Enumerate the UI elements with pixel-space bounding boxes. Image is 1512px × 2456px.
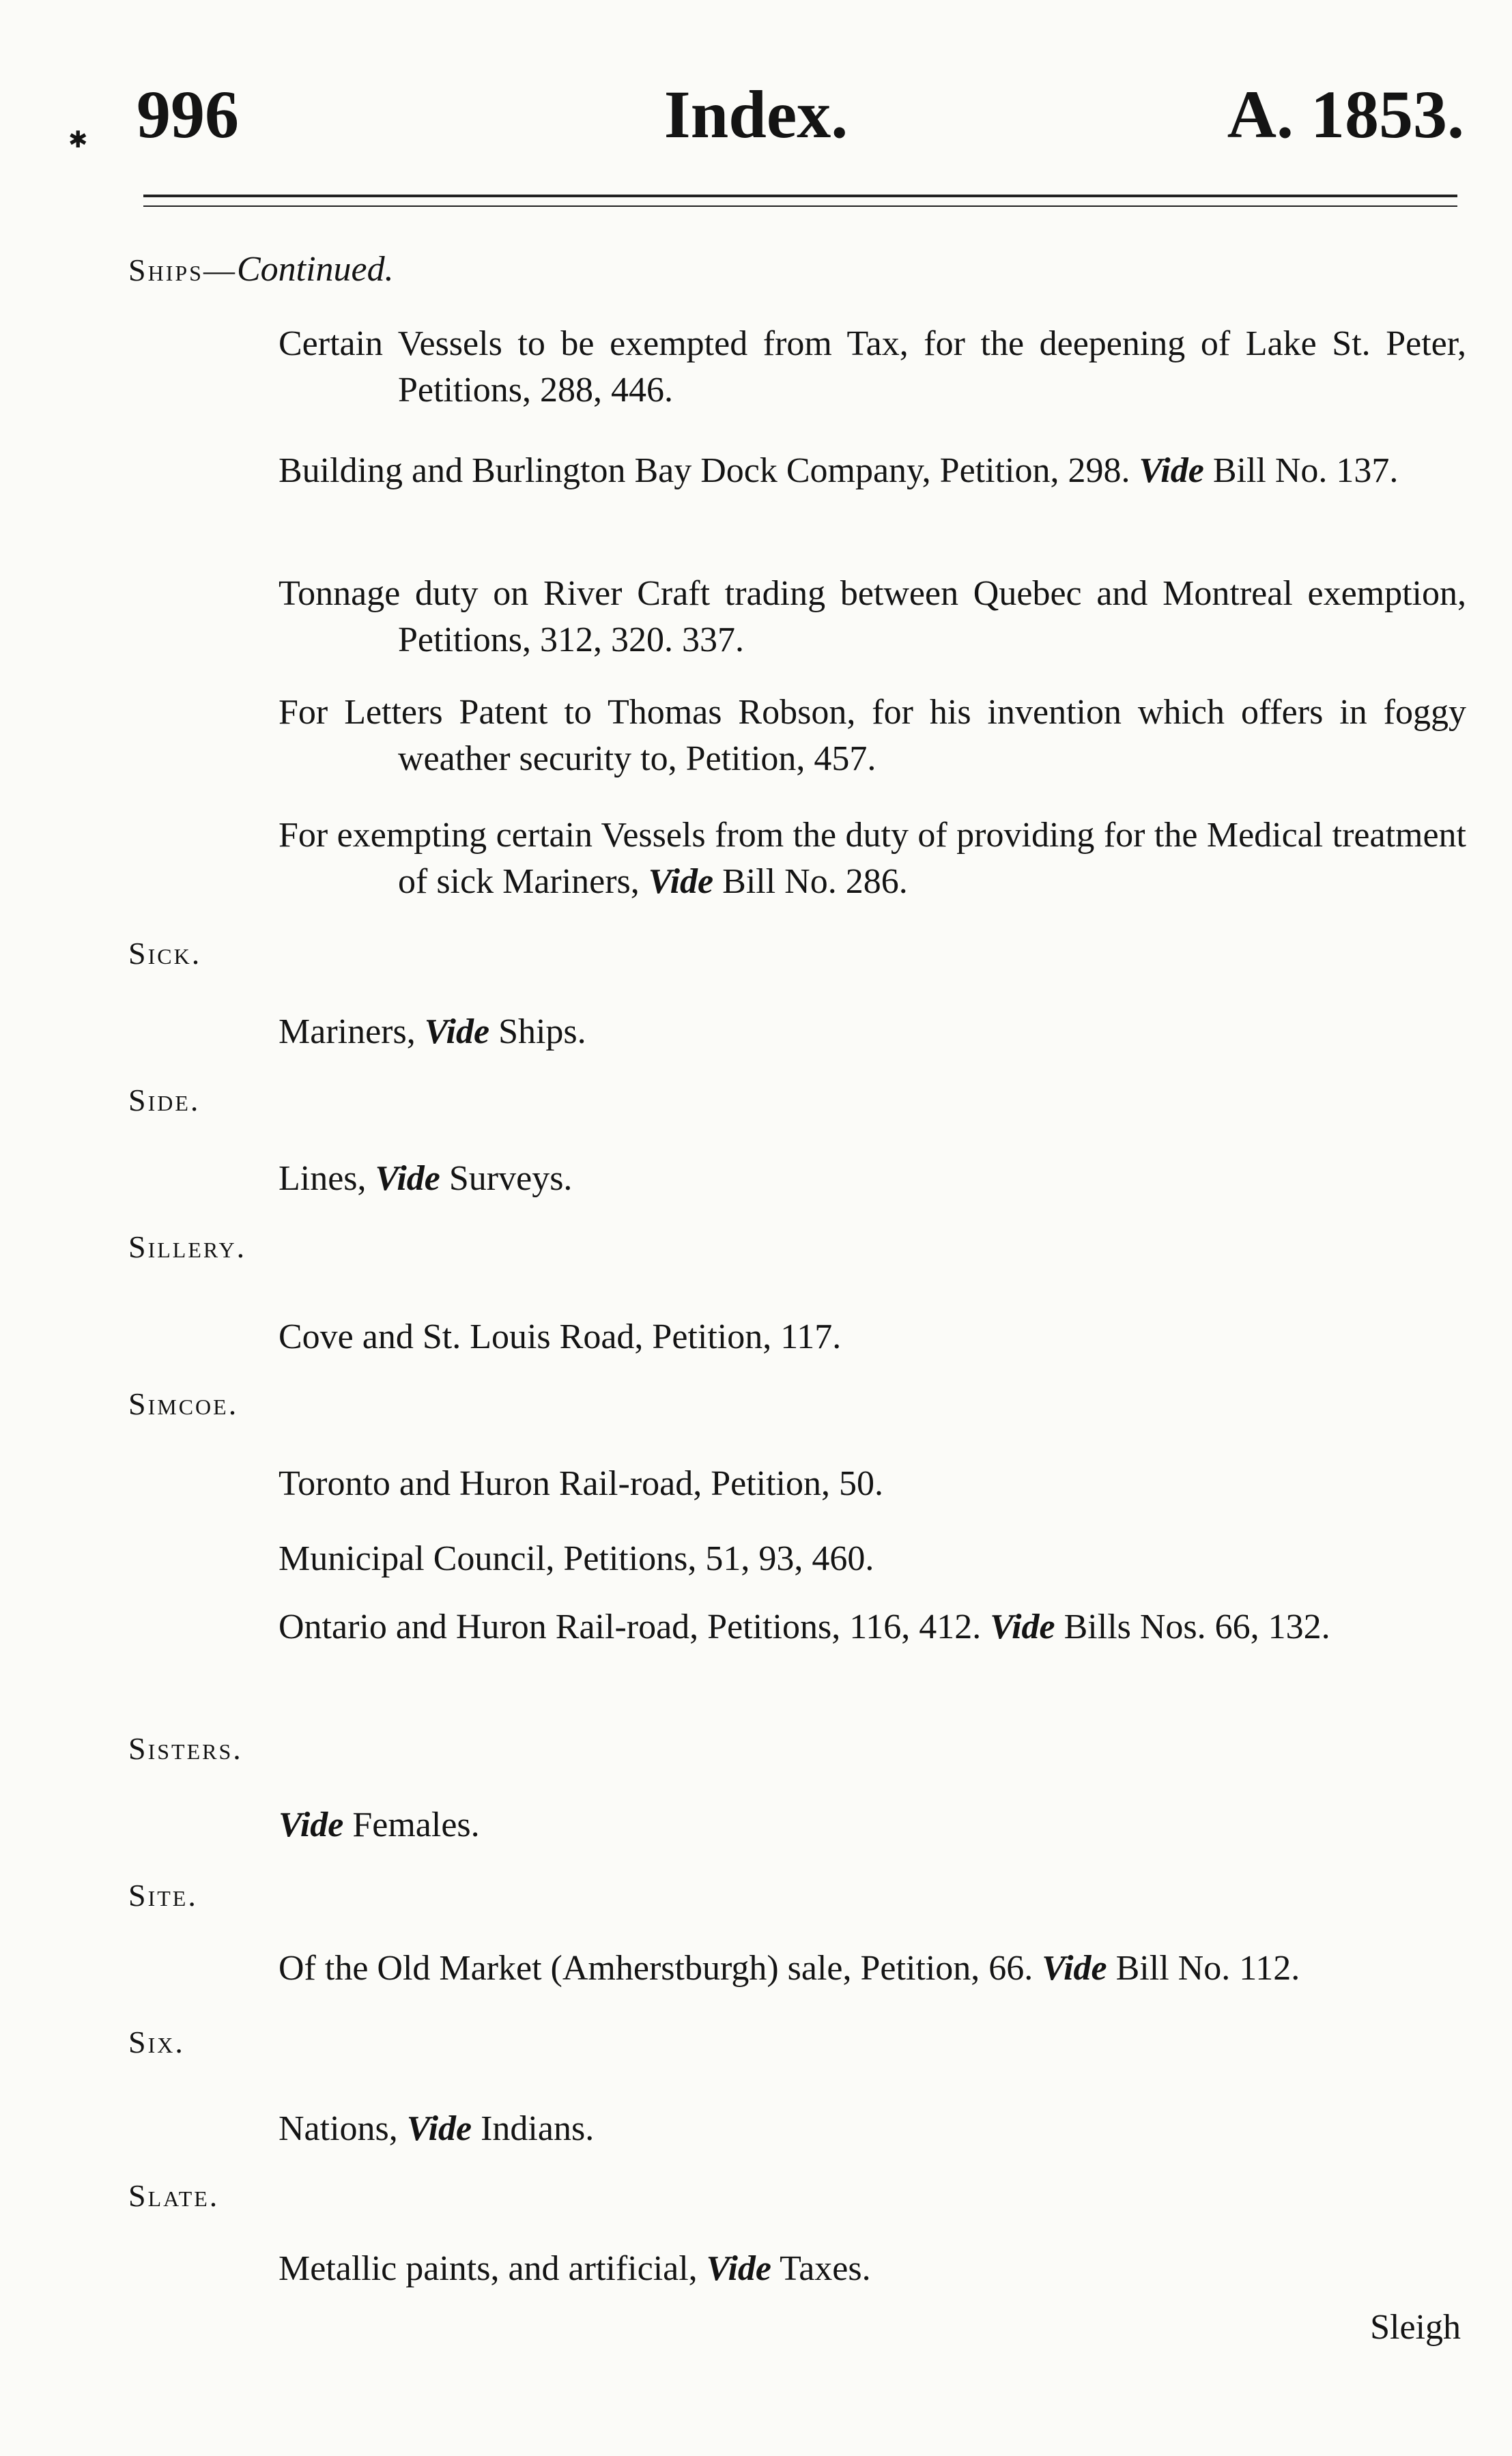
vide-reference: Vide — [706, 2249, 772, 2288]
entry-text: Bill No. 137. — [1203, 451, 1399, 490]
index-entry — [279, 2246, 1466, 2292]
index-entry — [279, 1156, 1466, 1202]
entry-text: Of the Old Market (Amherstburgh) sale, Petition, 66. — [279, 1949, 1042, 1988]
index-heading-sisters: Sisters. — [128, 1731, 243, 1766]
entry-text: Bill No. 286. — [713, 862, 908, 901]
header-rule-thick — [143, 195, 1457, 197]
index-entry — [279, 1802, 1466, 1848]
index-heading-continued — [128, 249, 394, 289]
page-number: 996 — [137, 76, 239, 152]
index-heading-slate: Slate. — [128, 2178, 220, 2213]
entry-text: Municipal Council, Petitions, 51, 93, 460. — [279, 1539, 874, 1578]
entry-text: Cove and St. Louis Road, Petition, 117. — [279, 1317, 842, 1356]
entry-text: Indians. — [472, 2109, 595, 2148]
continued-label: Continued. — [236, 250, 394, 289]
index-entry — [279, 1314, 1466, 1360]
index-entry — [279, 321, 1466, 414]
vide-reference: Vide — [279, 1805, 344, 1844]
vide-reference: Vide — [990, 1608, 1055, 1646]
page-title: Index. — [664, 76, 848, 152]
entry-text: Surveys. — [440, 1159, 573, 1198]
margin-mark: ✱ — [68, 128, 88, 153]
entry-text: Certain Vessels to be exempted from Tax, for the deepening of Lake St. Peter, Petitions, 288, 446. — [279, 324, 1466, 410]
entry-text: For exempting certain Vessels from the duty of providing for the Medical treatment of sick Mariners, — [279, 816, 1466, 901]
page-year: A. 1853. — [1227, 76, 1464, 152]
entry-text: For Letters Patent to Thomas Robson, for his invention which offers in foggy weather security to, Petition, 457. — [279, 693, 1466, 778]
index-heading-six: Six. — [128, 2025, 185, 2059]
entry-text: Ontario and Huron Rail-road, Petitions, 116, 412. — [279, 1608, 990, 1646]
entry-text: Bill No. 112. — [1107, 1949, 1300, 1988]
vide-reference: Vide — [406, 2109, 472, 2148]
heading-label: Ships— — [128, 253, 237, 287]
entry-text: Building and Burlington Bay Dock Company, Petition, 298. — [279, 451, 1139, 490]
index-entry — [279, 812, 1466, 905]
index-entry — [279, 1009, 1466, 1055]
index-heading-simcoe: Simcoe. — [128, 1386, 239, 1421]
index-entry — [279, 1536, 1466, 1582]
index-entry — [279, 1945, 1466, 1992]
entry-text: Toronto and Huron Rail-road, Petition, 50. — [279, 1464, 884, 1503]
entry-text: Tonnage duty on River Craft trading between Quebec and Montreal exemption, Petitions, 312, 320. 337. — [279, 574, 1466, 659]
vide-reference: Vide — [375, 1159, 440, 1198]
index-entry — [279, 448, 1466, 494]
entry-text: Ships. — [489, 1012, 586, 1051]
index-heading-side: Side. — [128, 1083, 201, 1117]
catchword: Sleigh — [1370, 2308, 1461, 2347]
index-entry — [279, 1604, 1466, 1651]
vide-reference: Vide — [1139, 451, 1204, 490]
entry-text: Mariners, — [279, 1012, 425, 1051]
vide-reference: Vide — [424, 1012, 490, 1051]
entry-text: Females. — [343, 1805, 480, 1844]
entry-text: Metallic paints, and artificial, — [279, 2249, 707, 2288]
page-header — [0, 65, 1512, 160]
entry-text: Taxes. — [771, 2249, 871, 2288]
entry-text: Lines, — [279, 1159, 375, 1198]
vide-reference: Vide — [1042, 1949, 1107, 1988]
entry-text: Bills Nos. 66, 132. — [1055, 1608, 1330, 1646]
index-heading-sillery: Sillery. — [128, 1229, 247, 1264]
index-heading-site: Site. — [128, 1878, 198, 1913]
index-entry — [279, 1461, 1466, 1507]
entry-text: Nations, — [279, 2109, 407, 2148]
index-entry — [279, 689, 1466, 782]
index-entry — [279, 571, 1466, 663]
index-entry — [279, 2106, 1466, 2152]
index-heading-sick: Sick. — [128, 936, 202, 971]
header-rule-thin — [143, 205, 1457, 207]
vide-reference: Vide — [648, 862, 714, 901]
